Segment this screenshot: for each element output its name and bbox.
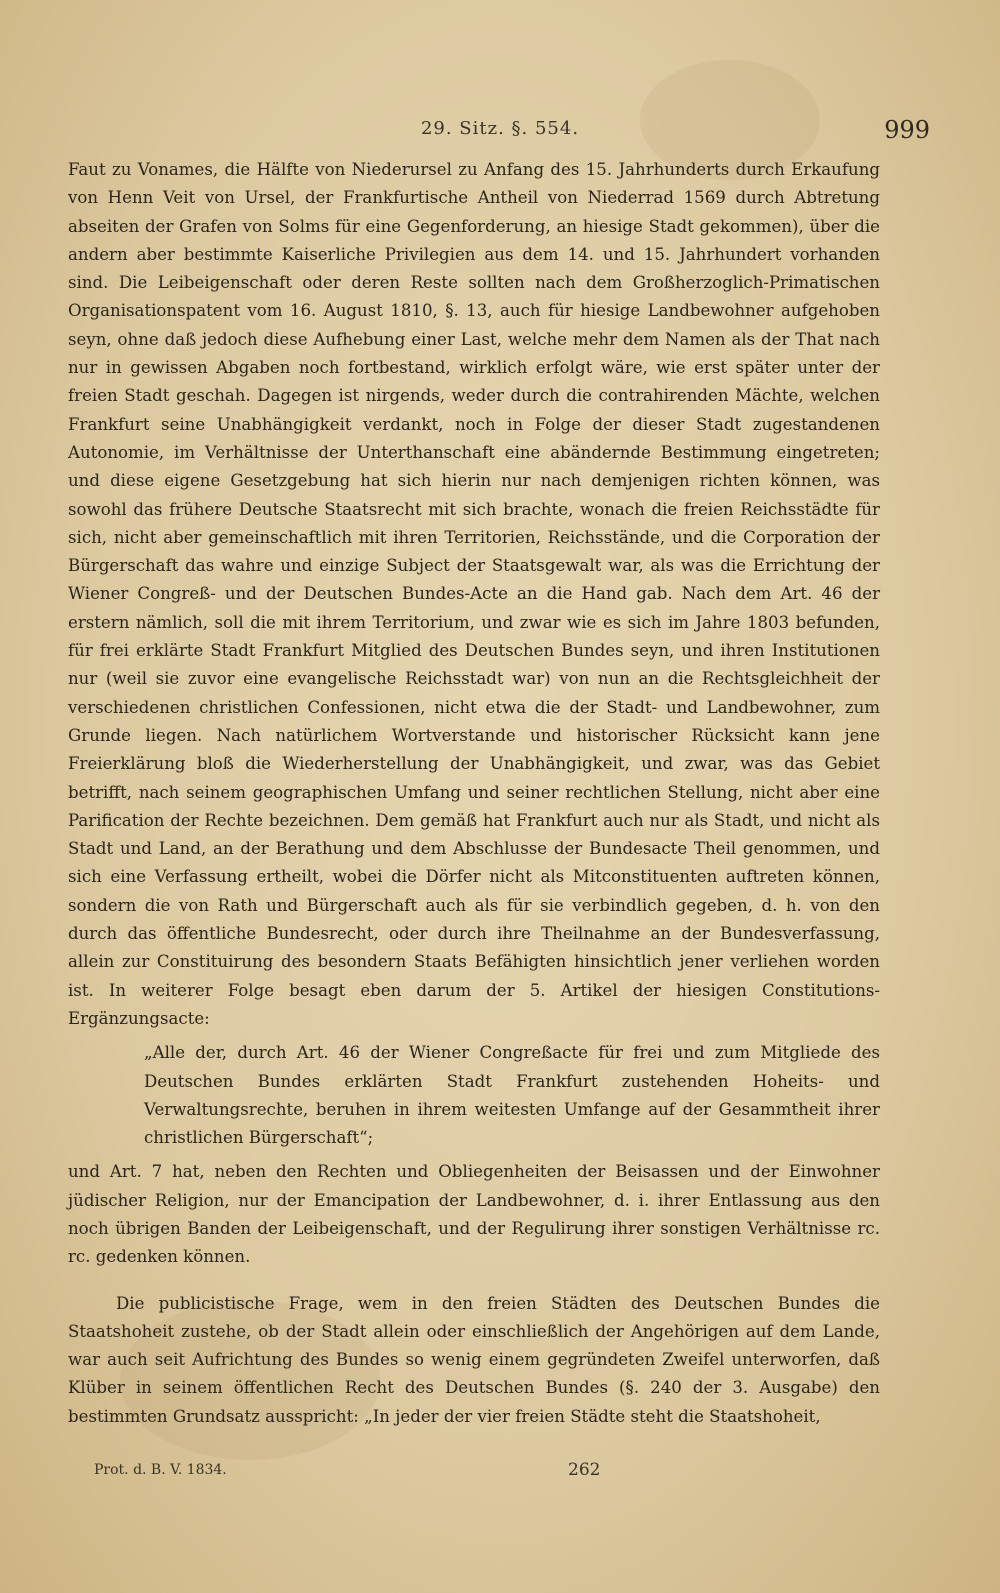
page-header bbox=[60, 118, 940, 148]
page-footer bbox=[94, 1462, 894, 1486]
paragraph-2: und Art. 7 hat, neben den Rechten und Obliegenheiten der Beisassen und der Einwohner jüdischer Religion, nur der Emancipation der Landbewohner, d. i. ihrer Entlassung aus den noch übrigen Banden der Leibeigenschaft, und der Regulirung ihrer sonstigen Verhältnisse rc. rc. gedenken können. bbox=[68, 1162, 880, 1267]
page-number: 999 bbox=[884, 116, 930, 144]
paragraph-1: Faut zu Vonames, die Hälfte von Niederursel zu Anfang des 15. Jahrhunderts durch Erkaufung von Henn Veit von Ursel, der Frankfurtische Antheil von Niederrad 1569 durch Abtretung abseiten der Grafen von Solms für eine Gegenforderung, an hiesige Stadt gekommen), über die andern aber bestimmte Kaiserliche Privilegien aus dem 14. und 15. Jahrhundert vorhanden sind. Die Leibeigenschaft oder deren Reste sollten nach dem Großherzoglich-Primatischen Organisationspatent vom 16. August 1810, §. 13, auch für hiesige Landbewohner aufgehoben seyn, ohne daß jedoch diese Aufhebung einer Last, welche mehr dem Namen als der That nach nur in gewissen Abgaben noch fortbestand, wirklich erfolgt wäre, wie erst später unter der freien Stadt geschah. Dagegen ist nirgends, weder durch die contrahirenden Mächte, welchen Frankfurt seine Unabhängigkeit verdankt, noch in Folge der dieser Stadt zugestandenen Autonomie, im Verhältnisse der Unterthanschaft eine abändernde Bestimmung eingetreten; und diese eigene Gesetzgebung hat sich hierin nur nach demjenigen richten können, was sowohl das frühere Deutsche Staatsrecht mit sich brachte, wonach die freien Reichsstädte für sich, nicht aber gemeinschaftlich mit ihren Territorien, Reichsstände, und die Corporation der Bürgerschaft das wahre und einzige Subject der Staatsgewalt war, als was die Errichtung der Wiener Congreß- und der Deutschen Bundes-Acte an die Hand gab. Nach dem Art. 46 der erstern nämlich, soll die mit ihrem Territorium, und zwar wie es sich im Jahre 1803 befunden, für frei erklärte Stadt Frankfurt Mitglied des Deutschen Bundes seyn, und ihren Institutionen nur (weil sie zuvor eine evangelische Reichsstadt war) von nun an die Rechtsgleichheit der verschiedenen christlichen Confessionen, nicht etwa die der Stadt- und Landbewohner, zum Grunde liegen. Nach natürlichem Wortverstande und historischer Rücksicht kann jene Freierklärung bloß die Wiederherstellung der Unabhängigkeit, und zwar, was das Gebiet betrifft, nach seinem geographischen Umfang und seiner rechtlichen Stellung, nicht aber eine Parification der Rechte bezeichnen. Dem gemäß hat Frankfurt auch nur als Stadt, und nicht als Stadt und Land, an der Berathung und dem Abschlusse der Bundesacte Theil genommen, und sich eine Verfassung ertheilt, wobei die Dörfer nicht als Mitconstituenten auftreten können, sondern die von Rath und Bürgerschaft auch als für sie verbindlich gegeben, d. h. von den durch das öffentliche Bundesrecht, oder durch ihre Theilnahme an der Bundesverfassung, allein zur Constituirung des besondern Staats Befähigten hinsichtlich jener verliehen worden ist. In weiterer Folge besagt eben darum der 5. Artikel der hiesigen Constitutions-Ergänzungsacte: bbox=[68, 160, 880, 1028]
printer-signature: Prot. d. B. V. 1834. bbox=[94, 1462, 227, 1478]
body-text bbox=[68, 156, 880, 1431]
sheet-number: 262 bbox=[568, 1460, 601, 1480]
block-quote: „Alle der, durch Art. 46 der Wiener Congreßacte für frei und zum Mitgliede des Deutschen Bundes erklärten Stadt Frankfurt zustehenden Hoheits- und Verwaltungsrechte, beruhen in ihrem weitesten Umfange auf der Gesammtheit ihrer christlichen Bürgerschaft“; bbox=[144, 1043, 880, 1148]
running-head: 29. Sitz. §. 554. bbox=[420, 118, 580, 139]
paragraph-3: Die publicistische Frage, wem in den freien Städten des Deutschen Bundes die Staatshoheit zustehe, ob der Stadt allein oder einschließlich der Angehörigen auf dem Lande, war auch seit Aufrichtung des Bundes so wenig einem gegründeten Zweifel unterworfen, daß Klüber in seinem öffentlichen Recht des Deutschen Bundes (§. 240 der 3. Ausgabe) den bestimmten Grundsatz ausspricht: „In jeder der vier freien Städte steht die Staatshoheit, bbox=[68, 1293, 880, 1426]
